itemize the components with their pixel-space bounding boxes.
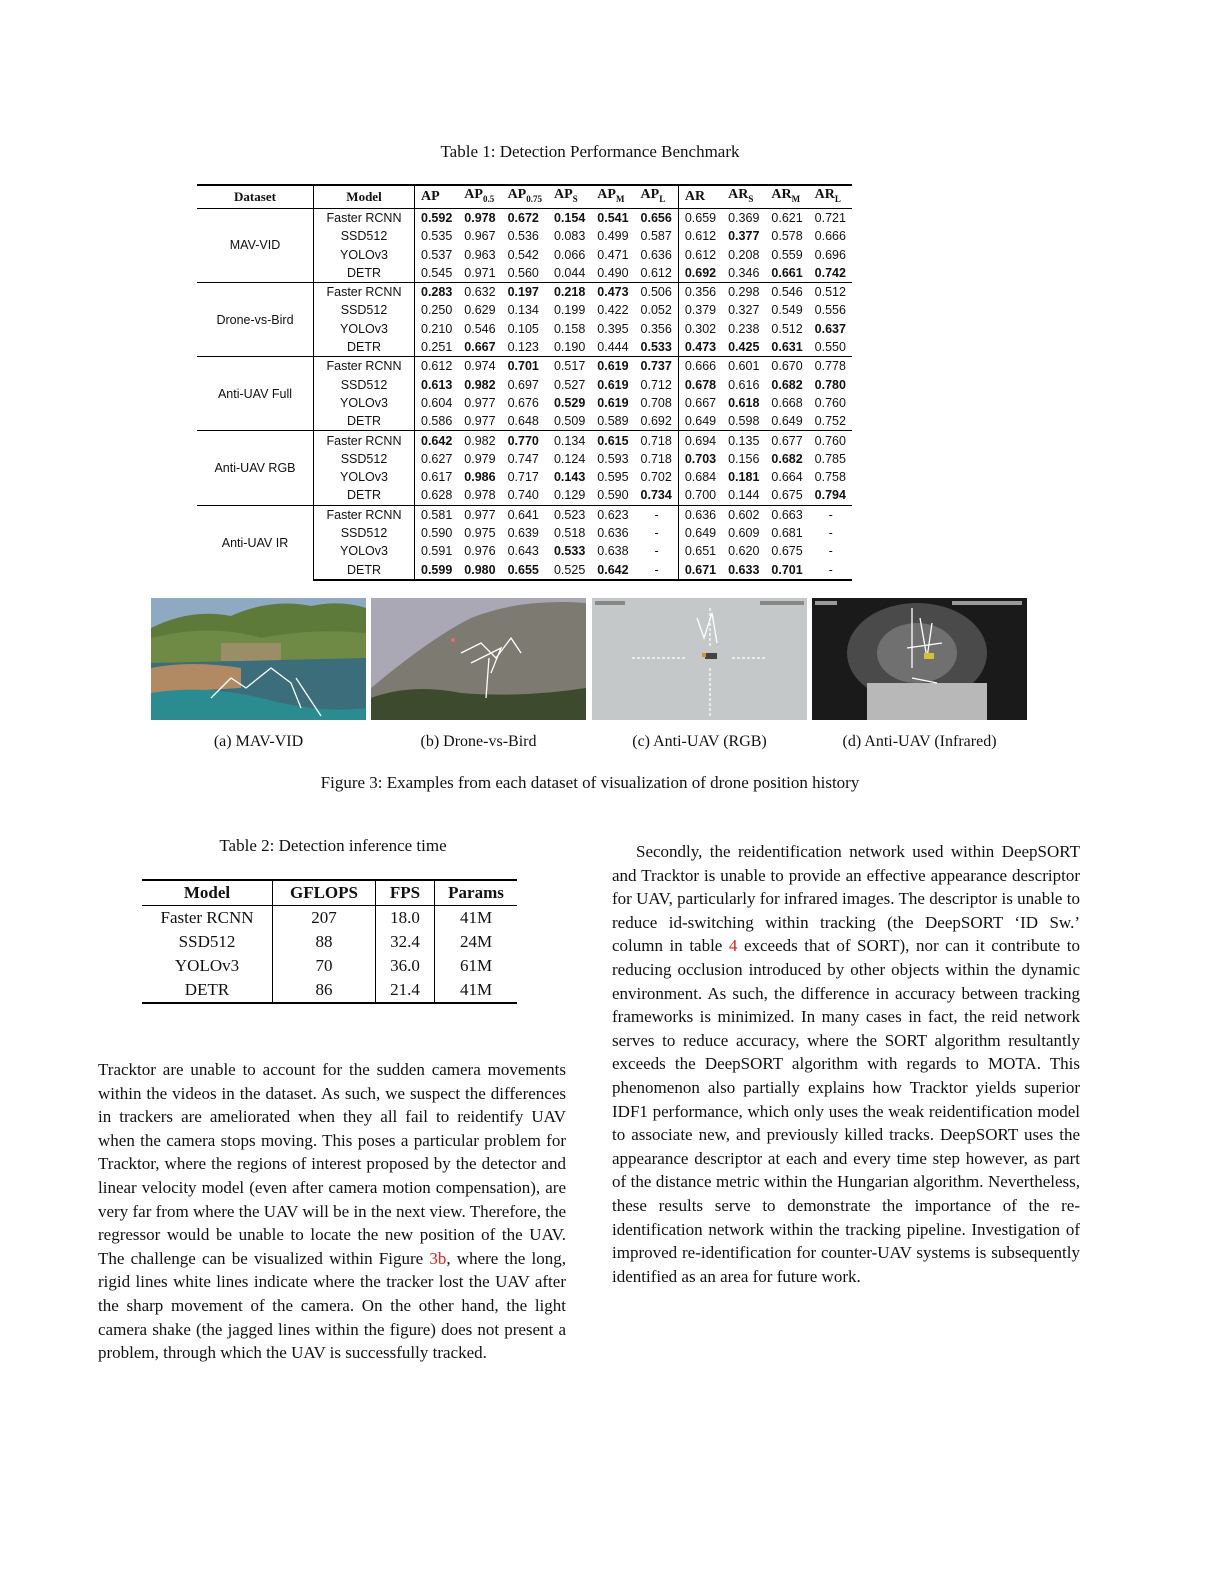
value-cell: 0.604: [421, 395, 453, 410]
subcaption-b: (b) Drone-vs-Bird: [420, 733, 537, 750]
value-cell: 0.589: [597, 414, 629, 429]
value-cell: 0.963: [464, 247, 496, 262]
value-cell: 0.545: [421, 265, 453, 280]
value-cell: 0.696: [814, 247, 846, 262]
value-cell: -: [635, 505, 679, 524]
value-cell: 0.982: [464, 377, 496, 392]
col-header-ar: AR: [678, 185, 722, 208]
subcaption-c: (c) Anti-UAV (RGB): [632, 733, 767, 750]
value-cell: 0.581: [415, 505, 459, 524]
value-cell: 0.612: [635, 264, 679, 283]
value-cell: 0.598: [728, 414, 760, 429]
value-cell: 0.490: [597, 265, 629, 280]
value-cell: 0.158: [553, 321, 586, 336]
value-cell: 0.197: [502, 282, 548, 301]
table2-row: [142, 954, 517, 978]
value-cell: 0.977: [464, 414, 496, 429]
value-cell: 0.770: [502, 431, 548, 450]
value-cell: 0.760: [809, 431, 852, 450]
model-cell: YOLOv3: [314, 394, 415, 412]
value-cell: 0.639: [507, 525, 539, 540]
value-cell: 0.533: [553, 544, 586, 559]
value-cell: 0.758: [814, 470, 846, 485]
value-cell: 0.778: [809, 357, 852, 376]
value-cell: 0.592: [415, 208, 459, 227]
value-cell: 0.721: [809, 208, 852, 227]
table1-row: [197, 505, 852, 524]
value-cell: 0.512: [771, 321, 803, 336]
value-cell: 0.694: [678, 431, 722, 450]
value-cell: 0.612: [684, 247, 717, 262]
value-cell: 0.740: [507, 488, 539, 503]
model-cell: Faster RCNN: [314, 431, 415, 450]
dataset-cell: Drone-vs-Bird: [197, 282, 314, 356]
value-cell: 0.667: [464, 340, 496, 355]
value-cell: 0.144: [728, 488, 760, 503]
value-cell: 0.190: [553, 340, 586, 355]
value-cell: 0.346: [728, 265, 760, 280]
model-cell: DETR: [314, 338, 415, 357]
value-cell: 0.556: [814, 303, 846, 318]
value-cell: 0.780: [814, 377, 846, 392]
right-column: [612, 840, 1080, 1288]
table1-caption: Table 1: Detection Performance Benchmark: [440, 142, 740, 161]
model-cell: YOLOv3: [314, 245, 415, 263]
model-cell: Faster RCNN: [314, 282, 415, 301]
value-cell: 0.633: [722, 560, 765, 579]
value-cell: 0.499: [597, 229, 629, 244]
value-cell: 0.636: [678, 505, 722, 524]
value-cell: 0.395: [597, 321, 629, 336]
value-cell: 0.549: [771, 303, 803, 318]
value-cell: 0.785: [814, 451, 846, 466]
value-cell: 0.649: [771, 414, 803, 429]
table2-cell: 86: [273, 978, 376, 1003]
col-header-ap: AP: [415, 185, 459, 208]
value-cell: 0.199: [553, 303, 586, 318]
value-cell: 0.701: [502, 357, 548, 376]
value-cell: 0.083: [553, 229, 586, 244]
value-cell: 0.535: [421, 229, 453, 244]
value-cell: 0.642: [591, 560, 634, 579]
model-cell: DETR: [314, 264, 415, 283]
value-cell: 0.977: [464, 395, 496, 410]
value-cell: 0.587: [635, 227, 679, 245]
value-cell: 0.641: [502, 505, 548, 524]
value-cell: 0.591: [421, 544, 453, 559]
value-cell: 0.529: [553, 395, 586, 410]
value-cell: 0.134: [507, 303, 539, 318]
table2-cell: 24M: [459, 932, 493, 951]
value-cell: 0.651: [684, 544, 717, 559]
value-cell: 0.642: [415, 431, 459, 450]
value-cell: 0.135: [722, 431, 765, 450]
value-cell: 0.649: [684, 525, 717, 540]
value-cell: 0.156: [728, 451, 760, 466]
table2-cell: 61M: [459, 956, 493, 975]
value-cell: 0.976: [464, 544, 496, 559]
value-cell: 0.613: [421, 377, 453, 392]
table2-cell: 41M: [459, 908, 493, 927]
value-cell: 0.663: [765, 505, 808, 524]
value-cell: 0.978: [458, 208, 501, 227]
value-cell: 0.044: [553, 265, 586, 280]
dataset-cell: Anti-UAV Full: [197, 357, 314, 431]
value-cell: 0.517: [548, 357, 591, 376]
value-cell: 0.627: [421, 451, 453, 466]
value-cell: 0.632: [458, 282, 501, 301]
value-cell: 0.628: [421, 488, 453, 503]
value-cell: 0.971: [464, 265, 496, 280]
value-cell: 0.250: [421, 303, 453, 318]
value-cell: 0.638: [597, 544, 629, 559]
value-cell: 0.682: [771, 377, 803, 392]
value-cell: 0.619: [597, 395, 629, 410]
value-cell: 0.636: [635, 245, 679, 263]
figure3-image-anti-uav-infrared: [812, 598, 1027, 720]
model-cell: SSD512: [314, 301, 415, 319]
value-cell: 0.208: [728, 247, 760, 262]
value-cell: 0.747: [507, 451, 539, 466]
value-cell: 0.980: [458, 560, 501, 579]
value-cell: 0.617: [421, 470, 453, 485]
value-cell: 0.629: [464, 303, 496, 318]
value-cell: 0.612: [415, 357, 459, 376]
value-cell: 0.134: [548, 431, 591, 450]
col-header-apl: $AP_L$: [635, 185, 679, 208]
value-cell: 0.218: [548, 282, 591, 301]
value-cell: 0.655: [502, 560, 548, 579]
value-cell: 0.742: [814, 265, 846, 280]
value-cell: 0.444: [597, 340, 629, 355]
table2-cell: 70: [273, 954, 376, 978]
dataset-cell: Anti-UAV IR: [197, 505, 314, 580]
value-cell: 0.537: [421, 247, 453, 262]
value-cell: 0.618: [728, 395, 760, 410]
value-cell: 0.975: [464, 525, 496, 540]
value-cell: 0.661: [771, 265, 803, 280]
value-cell: 0.648: [507, 414, 539, 429]
t2-header-fps: FPS: [376, 880, 435, 906]
value-cell: 0.283: [415, 282, 459, 301]
value-cell: -: [635, 524, 679, 542]
dataset-cell: Anti-UAV RGB: [197, 431, 314, 505]
value-cell: 0.595: [597, 470, 629, 485]
value-cell: 0.681: [771, 525, 803, 540]
value-cell: 0.636: [597, 525, 629, 540]
value-cell: 0.649: [684, 414, 717, 429]
value-cell: 0.590: [421, 525, 453, 540]
value-cell: 0.703: [684, 451, 717, 466]
model-cell: Faster RCNN: [314, 505, 415, 524]
right-paragraph: Secondly, the reidentification network used within DeepSORT and Tracktor is unable to provide an effective appearance descriptor for UAV, particularly for infrared images. The descriptor is unable to reduce id-switching within tracking (the DeepSORT ‘ID Sw.’ column in table 4 exceeds that of SORT), nor can it contribute to reducing occlusion introduced by other objects within the dynamic environment. As such, the difference in accuracy between tracking frameworks is minimized. In many cases in fact, the reid network serves to reduce accuracy, where the SORT algorithm resultantly exceeds the DeepSORT algorithm with regards to MOTA. This phenomenon also partially explains how Tracktor yields superior IDF1 performance, which only uses the weak reidentification model to associate new, and previously killed tracks. DeepSORT uses the appearance descriptor at each and every time step however, as part of the distance metric within the Hungarian algorithm. Nevertheless, these results serve to demonstrate the importance of the re-identification network within the tracking pipeline. Investigation of improved re-identification for counter-UAV systems is subsequently identified as an area for future work.: [612, 842, 1080, 1286]
col-header-arl: $AR_L$: [809, 185, 852, 208]
value-cell: 0.978: [464, 488, 496, 503]
model-cell: SSD512: [314, 450, 415, 468]
value-cell: 0.473: [591, 282, 634, 301]
table1: [197, 184, 852, 581]
value-cell: 0.609: [728, 525, 760, 540]
value-cell: 0.672: [502, 208, 548, 227]
value-cell: 0.982: [458, 431, 501, 450]
figure-ref-link[interactable]: 3b: [429, 1248, 447, 1268]
table2-cell: 32.4: [376, 930, 435, 954]
value-cell: 0.066: [553, 247, 586, 262]
figure3-image-drone-vs-bird: [371, 598, 586, 720]
value-cell: -: [828, 525, 833, 540]
value-cell: 0.667: [684, 395, 717, 410]
value-cell: 0.473: [684, 340, 717, 355]
col-header-ap50: $AP_{0.5}$: [458, 185, 501, 208]
value-cell: 0.525: [548, 560, 591, 579]
value-cell: 0.586: [421, 414, 453, 429]
table2-cell: 36.0: [376, 954, 435, 978]
value-cell: 0.666: [814, 229, 846, 244]
model-cell: YOLOv3: [314, 468, 415, 486]
value-cell: 0.977: [458, 505, 501, 524]
value-cell: 0.701: [765, 560, 808, 579]
value-cell: 0.590: [597, 488, 629, 503]
table2-cell: YOLOv3: [142, 954, 273, 978]
model-cell: SSD512: [314, 524, 415, 542]
value-cell: 0.621: [765, 208, 808, 227]
value-cell: 0.692: [684, 265, 717, 280]
value-cell: -: [828, 544, 833, 559]
value-cell: 0.542: [507, 247, 539, 262]
value-cell: 0.602: [722, 505, 765, 524]
value-cell: 0.541: [591, 208, 634, 227]
model-cell: DETR: [314, 412, 415, 431]
value-cell: 0.533: [635, 338, 679, 357]
table2-caption: Table 2: Detection inference time: [219, 836, 447, 855]
value-cell: 0.105: [507, 321, 539, 336]
model-cell: Faster RCNN: [314, 208, 415, 227]
value-cell: 0.123: [507, 340, 539, 355]
table2-cell: SSD512: [142, 930, 273, 954]
value-cell: 0.298: [722, 282, 765, 301]
left-column: [98, 1058, 566, 1365]
value-cell: 0.666: [678, 357, 722, 376]
value-cell: 0.422: [597, 303, 629, 318]
value-cell: 0.471: [597, 247, 629, 262]
table2-cell: DETR: [142, 978, 273, 1003]
value-cell: 0.678: [684, 377, 717, 392]
value-cell: 0.302: [684, 321, 717, 336]
col-header-model: Model: [314, 185, 415, 208]
value-cell: 0.692: [635, 412, 679, 431]
t2-header-params: Params: [435, 880, 518, 906]
value-cell: 0.612: [684, 229, 717, 244]
value-cell: 0.659: [678, 208, 722, 227]
figure3-image-mav-vid: [151, 598, 366, 720]
value-cell: 0.129: [553, 488, 586, 503]
value-cell: 0.656: [635, 208, 679, 227]
model-cell: SSD512: [314, 375, 415, 393]
value-cell: 0.986: [464, 470, 496, 485]
value-cell: 0.619: [591, 357, 634, 376]
value-cell: 0.238: [728, 321, 760, 336]
table2-cell: 207: [273, 906, 376, 931]
t2-header-gflops: GFLOPS: [273, 880, 376, 906]
value-cell: 0.702: [635, 468, 679, 486]
table2-cell: Faster RCNN: [142, 906, 273, 931]
subcaption-d: (d) Anti-UAV (Infrared): [842, 733, 997, 750]
table-ref-link[interactable]: 4: [728, 936, 738, 956]
table2: [142, 879, 517, 1004]
value-cell: 0.143: [553, 470, 586, 485]
value-cell: 0.623: [591, 505, 634, 524]
value-cell: 0.752: [814, 414, 846, 429]
model-cell: DETR: [314, 486, 415, 505]
value-cell: 0.794: [814, 488, 846, 503]
table1-body: [197, 208, 852, 579]
table2-cell: 21.4: [376, 978, 435, 1003]
value-cell: 0.675: [771, 544, 803, 559]
col-header-aps: $AP_S$: [548, 185, 591, 208]
value-cell: 0.599: [415, 560, 459, 579]
model-cell: YOLOv3: [314, 320, 415, 338]
value-cell: 0.578: [771, 229, 803, 244]
value-cell: 0.619: [597, 377, 629, 392]
value-cell: 0.527: [553, 377, 586, 392]
value-cell: 0.684: [684, 470, 717, 485]
table2-cell: 18.0: [376, 906, 435, 931]
table2-body: [142, 906, 517, 1004]
value-cell: 0.615: [591, 431, 634, 450]
value-cell: 0.369: [722, 208, 765, 227]
value-cell: 0.697: [507, 377, 539, 392]
value-cell: -: [635, 542, 679, 560]
table1-row: [197, 208, 852, 227]
value-cell: 0.356: [678, 282, 722, 301]
value-cell: 0.631: [771, 340, 803, 355]
value-cell: 0.327: [728, 303, 760, 318]
value-cell: 0.979: [464, 451, 496, 466]
value-cell: 0.664: [771, 470, 803, 485]
value-cell: 0.251: [421, 340, 453, 355]
value-cell: 0.052: [635, 301, 679, 319]
value-cell: 0.560: [507, 265, 539, 280]
value-cell: 0.546: [765, 282, 808, 301]
value-cell: 0.616: [728, 377, 760, 392]
dataset-cell: MAV-VID: [197, 208, 314, 282]
value-cell: 0.718: [635, 431, 679, 450]
table2-row: [142, 906, 517, 931]
value-cell: 0.518: [553, 525, 586, 540]
figure3-image-anti-uav-rgb: [592, 598, 807, 720]
value-cell: 0.506: [635, 282, 679, 301]
value-cell: 0.637: [814, 321, 846, 336]
value-cell: 0.717: [507, 470, 539, 485]
model-cell: YOLOv3: [314, 542, 415, 560]
model-cell: DETR: [314, 560, 415, 579]
model-cell: Faster RCNN: [314, 357, 415, 376]
table2-row: [142, 930, 517, 954]
value-cell: 0.377: [728, 229, 760, 244]
value-cell: 0.677: [765, 431, 808, 450]
value-cell: 0.708: [635, 394, 679, 412]
value-cell: 0.601: [722, 357, 765, 376]
value-cell: 0.523: [548, 505, 591, 524]
value-cell: 0.425: [728, 340, 760, 355]
value-cell: 0.210: [421, 321, 453, 336]
figure3-caption: Figure 3: Examples from each dataset of visualization of drone position history: [320, 773, 860, 792]
value-cell: 0.682: [771, 451, 803, 466]
value-cell: 0.974: [458, 357, 501, 376]
value-cell: 0.559: [771, 247, 803, 262]
value-cell: 0.356: [635, 320, 679, 338]
value-cell: -: [809, 505, 852, 524]
value-cell: 0.676: [507, 395, 539, 410]
value-cell: 0.734: [635, 486, 679, 505]
value-cell: 0.512: [809, 282, 852, 301]
col-header-dataset: Dataset: [197, 185, 314, 208]
value-cell: -: [635, 560, 679, 579]
value-cell: 0.675: [771, 488, 803, 503]
value-cell: 0.124: [553, 451, 586, 466]
value-cell: 0.760: [814, 395, 846, 410]
model-cell: SSD512: [314, 227, 415, 245]
value-cell: 0.181: [728, 470, 760, 485]
value-cell: 0.620: [728, 544, 760, 559]
value-cell: 0.700: [684, 488, 717, 503]
value-cell: 0.737: [635, 357, 679, 376]
value-cell: 0.712: [635, 375, 679, 393]
table2-cell: 88: [273, 930, 376, 954]
table2-cell: 41M: [435, 978, 518, 1003]
value-cell: 0.670: [765, 357, 808, 376]
col-header-apm: $AP_M$: [591, 185, 634, 208]
t2-header-model: Model: [142, 880, 273, 906]
value-cell: 0.546: [464, 321, 496, 336]
value-cell: 0.593: [597, 451, 629, 466]
left-paragraph: Tracktor are unable to account for the sudden camera movements within the videos in the dataset. As such, we suspect the differences in trackers are ameliorated when they all fail to reidentify UAV when the camera stops moving. This poses a particular problem for Tracktor, where the regions of interest proposed by the detector and linear velocity model (even after camera motion compensation), are very far from where the UAV will be in the next view. Therefore, the regressor would be unable to locate the new position of the UAV. The challenge can be visualized within Figure 3b, where the long, rigid lines white lines indicate where the tracker lost the UAV after the sharp movement of the camera. On the other hand, the light camera shake (the jagged lines within the figure) does not present a problem, through which the UAV is successfully tracked.: [98, 1060, 566, 1363]
value-cell: 0.967: [464, 229, 496, 244]
subcaption-a: (a) MAV-VID: [213, 733, 304, 750]
table1-row: [197, 282, 852, 301]
table1-row: [197, 357, 852, 376]
col-header-ap75: $AP_{0.75}$: [502, 185, 548, 208]
value-cell: 0.509: [553, 414, 586, 429]
value-cell: 0.643: [507, 544, 539, 559]
col-header-arm: $AR_M$: [765, 185, 808, 208]
table1-row: [197, 431, 852, 450]
value-cell: 0.668: [771, 395, 803, 410]
table2-row: [142, 978, 517, 1003]
value-cell: 0.718: [635, 450, 679, 468]
col-header-ars: $AR_S$: [722, 185, 765, 208]
value-cell: 0.379: [684, 303, 717, 318]
value-cell: 0.536: [507, 229, 539, 244]
value-cell: 0.550: [814, 340, 846, 355]
value-cell: 0.671: [678, 560, 722, 579]
value-cell: 0.154: [548, 208, 591, 227]
value-cell: -: [809, 560, 852, 579]
